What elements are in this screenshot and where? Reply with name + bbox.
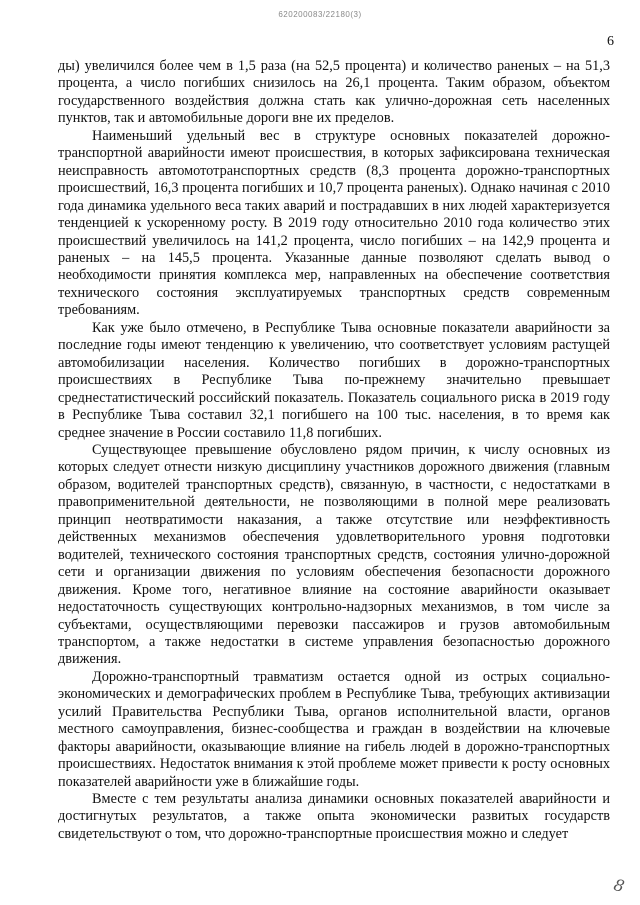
paragraph-5: Дорожно-транспортный травматизм остается одной из острых социально-экономических и демографических проблем в Республике Тыва, требующих активизации усилий Правительства Республики Тыва, органов исполнительной власти, органов местного самоуправления, бизнес-сообщества и граждан в воздействии на ключевые факторы аварийности, оказывающие влияние на гибель людей в дорожно-транспортных происшествиях. Недостаток внимания к этой проблеме может привести к росту основных показателей аварийности уже в ближайшие годы. — [58, 668, 610, 790]
paragraph-3: Как уже было отмечено, в Республике Тыва основные показатели аварийности за последние годы имеют тенденцию к увеличению, что соответствует условиям растущей автомобилизации населения. Количество погибших в дорожно-транспортных происшествиях в Республике Тыва по-прежнему значительно превышает среднестатистический российский показатель. Показатель социального риска в 2019 году в Республике Тыва составил 32,1 погибшего на 100 тыс. населения, в то время как среднее значение в России составило 11,8 погибших. — [58, 319, 610, 441]
paragraph-2: Наименьший удельный вес в структуре основных показателей дорожно-транспортной аварийности имеют происшествия, в которых зафиксирована техническая неисправность автомототранспортных средств (8,3 процента дорожно-транспортных происшествий, 16,3 процента погибших и 10,7 процента раненых). Однако начиная с 2010 года динамика удельного веса таких аварий и пострадавших в них людей характеризуется тенденцией к ускоренному росту. В 2019 году относительно 2010 года количество этих происшествий увеличилось на 141,2 процента, число погибших – на 142,9 процента и раненых – на 145,5 процента. Указанные данные позволяют сделать вывод о необходимости принятия комплекса мер, направленных на обеспечение соответствия технического состояния эксплуатируемых транспортных средств современным требованиям. — [58, 127, 610, 319]
paragraph-6: Вместе с тем результаты анализа динамики основных показателей аварийности и достигнутых результатов, а также опыта экономически развитых государств свидетельствуют о том, что дорожно-транспортные происшествия можно и следует — [58, 791, 610, 842]
paragraph-1: ды) увеличился более чем в 1,5 раза (на 52,5 процента) и количество раненых – на 51,3 процента, а число погибших снизилось на 26,1 процента. Таким образом, объектом государственного воздействия должна стать как улично-дорожная сеть населенных пунктов, так и автомобильные дороги вне их пределов. — [58, 58, 610, 127]
page-number: 6 — [607, 34, 614, 49]
document-id: 620200083/22180(3) — [278, 10, 362, 19]
handwritten-page-mark: 8 — [611, 875, 627, 896]
paragraph-4: Существующее превышение обусловлено рядом причин, к числу основных из которых следует отнести низкую дисциплину участников дорожного движения (главным образом, водителей транспортных средств), связанную, в частности, с недостатками в правоприменительной деятельности, не позволяющими в полной мере реализовать принцип неотвратимости наказания, а также отсутствие или неэффективность действенных механизмов обеспечения удовлетворительного уровня подготовки водителей, технического состояния транспортных средств, состояния улично-дорожной сети и организации движения по условиям обеспечения безопасности дорожного движения. Кроме того, негативное влияние на состояние аварийности оказывает недостаточность существующих контрольно-надзорных механизмов, в том числе за субъектами, осуществляющими перевозки пассажиров и грузов автомобильным транспортом, а также недостатки в системе управления безопасностью дорожного движения. — [58, 441, 610, 668]
body-text — [58, 58, 610, 843]
